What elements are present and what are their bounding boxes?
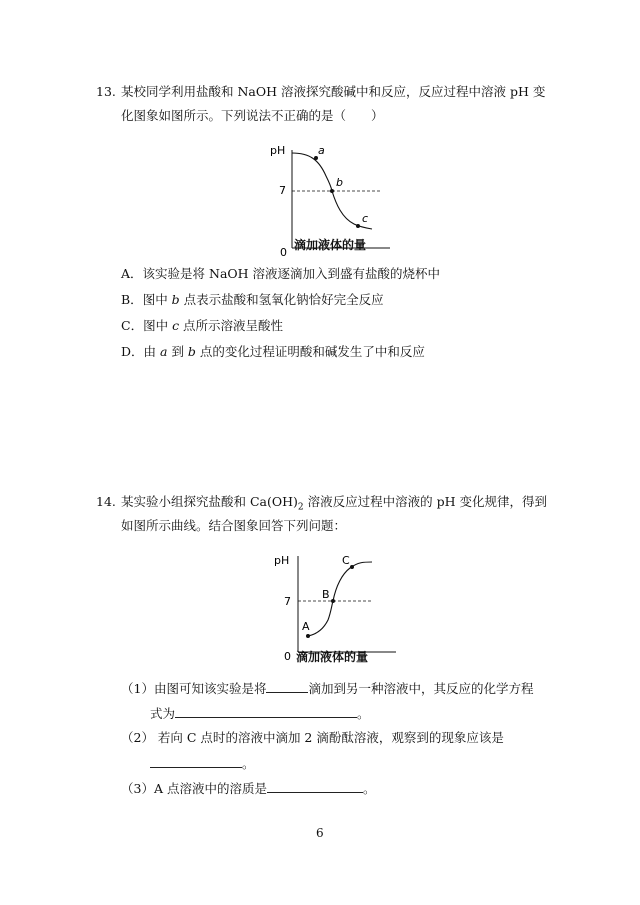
q13-option-c-label: C．: [121, 318, 144, 333]
q14-stem-line1: 某实验小组探究盐酸和 $Ca(OH)_2$ 溶液反应过程中溶液的 pH 变化规律，得到: [121, 494, 547, 513]
q13-label-c: c: [362, 212, 369, 225]
q13-number: 13.: [96, 84, 116, 99]
q14-sub1-blank2[interactable]: [175, 703, 357, 718]
q13-stem-line2: 化图象如图所示。下列说法不正确的是（ ）: [121, 108, 384, 123]
q13-point-b: [330, 189, 334, 193]
q14-sub3: （3）A 点溶液中的溶质是 。: [121, 778, 375, 799]
q14-point-b: [331, 599, 335, 603]
q14-sub3-blank[interactable]: [267, 778, 363, 793]
q13-x-label: 滴加液体的量: [294, 238, 367, 252]
q13-option-b-label: B．: [121, 292, 143, 307]
q13-tick-7: 7: [279, 184, 286, 197]
q13-origin: 0: [280, 246, 287, 259]
q13-option-a[interactable]: A．该实验是将 NaOH 溶液逐滴加入到盛有盐酸的烧杯中: [121, 266, 441, 281]
q14-tick-7: 7: [284, 595, 291, 608]
q14-sub2-line2: 。: [150, 753, 255, 774]
q14-stem-line2: 如图所示曲线。结合图象回答下列问题：: [121, 518, 347, 533]
q14-sub2-line1: （2） 若向 C 点时的溶液中滴加 2 滴酚酞溶液，观察到的现象应该是: [121, 730, 504, 745]
q13-option-d-label: D．: [121, 344, 144, 359]
q14-sub1-blank1[interactable]: [266, 678, 308, 693]
q14-sub1-line2: 式为 。: [150, 703, 370, 724]
q14-curve: [308, 562, 372, 636]
q13-y-label: pH: [270, 144, 286, 157]
q14-label-b: B: [322, 588, 330, 601]
q14-point-c: [350, 565, 354, 569]
q13-label-b: b: [336, 176, 343, 189]
q14-y-label: pH: [274, 554, 290, 567]
q13-stem-line1: 某校同学利用盐酸和 NaOH 溶液探究酸碱中和反应，反应过程中溶液 pH 变: [121, 84, 546, 99]
q14-sub2-blank[interactable]: [150, 753, 242, 768]
page-number: 6: [316, 826, 324, 840]
q14-label-a: A: [302, 620, 310, 633]
q13-label-a: a: [318, 144, 325, 157]
q13-option-c[interactable]: C．图中 c 点所示溶液呈酸性: [121, 318, 284, 333]
q14-point-a: [306, 634, 310, 638]
q14-label-c: C: [342, 554, 350, 567]
q14-sub1-line1: （1）由图可知该实验是将 滴加到另一种溶液中，其反应的化学方程: [121, 678, 533, 699]
q14-origin: 0: [284, 650, 291, 663]
q13-option-b[interactable]: B．图中 b 点表示盐酸和氢氧化钠恰好完全反应: [121, 292, 384, 307]
q13-option-d[interactable]: D．由 a 到 b 点的变化过程证明酸和碱发生了中和反应: [121, 344, 425, 359]
q14-number: 14.: [96, 494, 116, 509]
q13-point-c: [356, 224, 360, 228]
q13-option-a-label: A．: [121, 266, 143, 281]
q14-x-label: 滴加液体的量: [296, 650, 369, 664]
